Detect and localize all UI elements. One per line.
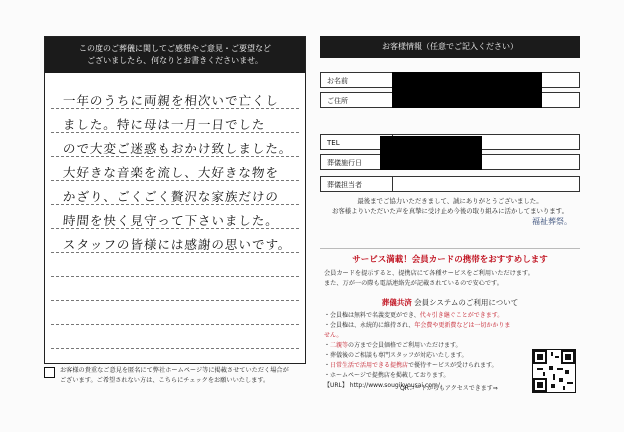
benefit-highlight: 年会費や更新費などは一切かかりません。 [324, 322, 511, 339]
benefit-item [324, 361, 514, 371]
benefit-list [324, 311, 514, 391]
handwritten-line: ので大変ご迷惑もおかけ致しました。 [62, 141, 294, 156]
consent-section [44, 366, 314, 396]
customer-info-card [320, 36, 580, 396]
benefit-item [324, 321, 514, 341]
system-brand: 葬儀共済 [381, 298, 412, 307]
consent-line1: お客様の貴重なご意見を匿名にて弊社ホームページ等に掲載させていただく場合が [60, 367, 289, 374]
thanks-line2: お客様よりいただいた声を真摯に受け止め今後の取り組みに活かしてまいります。 [332, 207, 568, 215]
membership-promo [320, 248, 580, 397]
redacted-block [392, 72, 542, 108]
handwritten-line: 大好きな音楽を流し、大好きな物を [62, 165, 280, 180]
feedback-header [45, 37, 305, 73]
ruled-line [51, 276, 299, 277]
benefit-text: ・会員権は無料で名義変更ができ、 [324, 312, 420, 319]
consent-text [60, 366, 289, 386]
system-title-rest: 会員システムのご利用について [414, 298, 519, 307]
feedback-lines [45, 73, 305, 361]
customer-info-header: お客様情報（任意でご記入ください） [320, 36, 580, 58]
system-title [320, 297, 580, 308]
feedback-card [44, 36, 306, 364]
handwritten-line: スタッフの皆様には感謝の思いです。 [62, 237, 293, 252]
handwritten-line: ました。特に母は一月一日でした [62, 117, 267, 132]
qr-code-icon [533, 350, 575, 392]
benefit-highlight: 代々引き継ぐことができます。 [419, 312, 504, 319]
company-logo: 福祉葬祭。 [532, 217, 572, 226]
thanks-message [320, 196, 580, 216]
qr-code[interactable] [532, 349, 576, 393]
handwritten-line: かざり、ごくごく贅沢な家族だけの [62, 189, 280, 204]
benefit-item: ・葬儀後のご相談も専門スタッフが対応いたします。 [324, 352, 468, 359]
handwritten-line: 時間を快く見守って下さいました。 [62, 213, 280, 228]
staff-row [320, 176, 580, 192]
benefit-highlight: 二親等 [330, 342, 349, 349]
benefit-text: ・ [324, 342, 331, 349]
ruled-line [51, 324, 299, 325]
website-url[interactable]: 【URL】 http://www.sougikyousai.com/ [324, 382, 440, 389]
promo-description [324, 269, 576, 289]
consent-checkbox[interactable] [44, 367, 55, 378]
benefit-highlight: 日常生活で活用できる提携店 [330, 362, 409, 369]
feedback-header-line2: ございましたら、何なりとお書きくださいませ。 [87, 56, 263, 65]
benefit-text: ・会員権は、永続的に維持され、 [324, 322, 415, 329]
address-label: ご住所 [320, 92, 392, 108]
promo-desc-line2: また、万が一の際も電話連絡先が記載されているので安心です。 [324, 280, 503, 287]
benefit-item [324, 311, 514, 321]
benefit-item [324, 341, 514, 351]
consent-line2: ございます。ご希望されない方は、こちらにチェックをお願いいたします。 [60, 377, 270, 384]
qr-caption: QRコードからもアクセスできます⇒ [400, 385, 498, 392]
staff-field[interactable] [392, 176, 580, 192]
tel-label: TEL [320, 134, 392, 150]
redacted-block [380, 136, 482, 170]
ruled-line [51, 300, 299, 301]
benefit-item: ・ホームページで提携店を掲載しております。 [324, 372, 450, 379]
benefit-text: の方まで会員価格でご利用いただけます。 [348, 342, 462, 349]
ruled-line [51, 348, 299, 349]
feedback-header-line1: この度のご葬儀に関してご感想やご意見・ご要望など [79, 44, 271, 53]
promo-title: サービス満載！会員カードの携帯をおすすめします [352, 255, 548, 265]
name-label: お名前 [320, 72, 392, 88]
promo-desc-line1: 会員カードを提示すると、提携店にて各種サービスをご利用いただけます。 [324, 270, 534, 277]
date-label: 葬儀施行日 [320, 154, 392, 170]
benefit-text: ・ [324, 362, 331, 369]
handwritten-line: 一年のうちに両親を相次いで亡くし [62, 93, 280, 108]
staff-label: 葬儀担当者 [320, 176, 392, 192]
benefit-text: で優待サービスが受けられます。 [408, 362, 498, 369]
thanks-line1: 最後までご協力いただきまして、誠にありがとうございました。 [357, 197, 543, 205]
